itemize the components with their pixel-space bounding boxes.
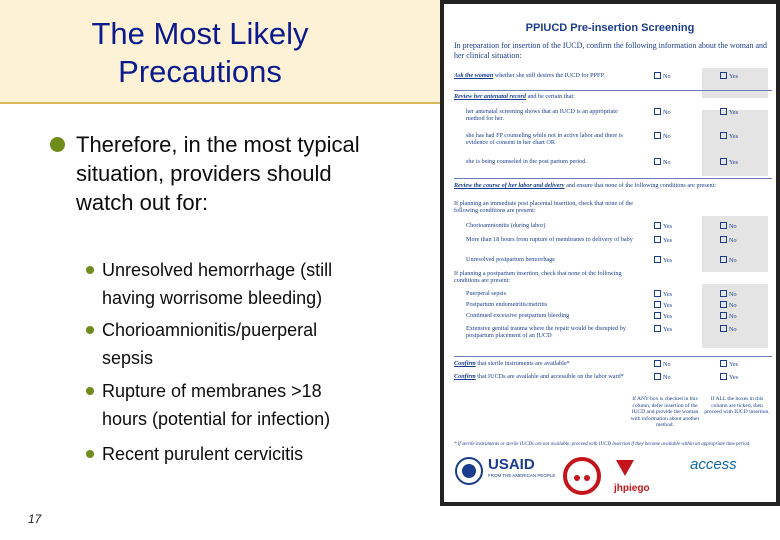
sub-bullet-line-2: sepsis	[102, 348, 154, 368]
sub-bullet-4	[80, 440, 380, 468]
checkbox-icon	[654, 108, 661, 115]
access-logo	[690, 456, 770, 496]
sub-bullet-line-1: Chorioamnionitis/puerperal	[102, 320, 318, 340]
checkbox-icon	[654, 158, 661, 165]
checkbox-icon	[654, 325, 661, 332]
sub-bullet-3	[80, 377, 380, 433]
checkbox-icon	[720, 360, 727, 367]
jhpiego-logo	[614, 456, 674, 496]
checkbox-icon	[654, 72, 661, 79]
checkbox-icon	[654, 256, 661, 263]
checkbox-icon	[720, 158, 727, 165]
bullet-dot-icon	[86, 387, 94, 395]
bullet-dot-icon	[86, 266, 94, 274]
note-any-box: If ANY box is checked in this column, defer insertion of the IUCD and provide the woman with information about another method.	[630, 396, 700, 429]
checkbox-icon	[654, 301, 661, 308]
bullet-dot-icon	[86, 326, 94, 334]
main-bullet	[50, 130, 380, 217]
checkbox-icon	[720, 108, 727, 115]
checkbox-icon	[654, 290, 661, 297]
form-intro: In preparation for insertion of the IUCD, confirm the following information about the woman and her clinical situation:	[454, 41, 768, 60]
sub-bullet-line-2: hours (potential for infection)	[102, 409, 331, 429]
form-title: PPIUCD Pre-insertion Screening	[525, 22, 695, 34]
checkbox-icon	[654, 236, 661, 243]
slide-title-line-1: The Most Likely	[91, 16, 309, 51]
checkbox-icon	[720, 373, 727, 380]
form-divider	[454, 90, 772, 91]
ring-logo	[562, 456, 608, 496]
checkbox-icon	[654, 360, 661, 367]
main-bullet-text: Therefore, in the most typical situation, providers should watch out for:	[76, 132, 360, 215]
bullet-dot-icon	[50, 137, 65, 152]
jhpiego-logo-text: jhpiego	[614, 483, 650, 494]
slide-title-line-2: Precautions	[118, 54, 282, 89]
sub-bullet-1	[80, 256, 380, 312]
checkbox-icon	[654, 222, 661, 229]
sub-bullet-2	[80, 316, 380, 372]
checkbox-icon	[720, 312, 727, 319]
usaid-logo-text: USAID	[488, 456, 535, 473]
form-divider	[454, 178, 772, 179]
checkbox-icon	[720, 290, 727, 297]
checkbox-icon	[720, 132, 727, 139]
access-logo-text: access	[690, 456, 737, 473]
seal-logo	[454, 456, 484, 496]
bullet-dot-icon	[86, 450, 94, 458]
checkbox-icon	[720, 222, 727, 229]
checkbox-icon	[654, 132, 661, 139]
usaid-logo	[488, 456, 558, 496]
checkbox-icon	[654, 312, 661, 319]
sub-bullet-line-1: Unresolved hemorrhage (still	[102, 260, 333, 280]
sub-bullet-line-1: Rupture of membranes >18	[102, 381, 322, 401]
checkbox-icon	[720, 72, 727, 79]
usaid-logo-subtitle: FROM THE AMERICAN PEOPLE	[488, 473, 556, 478]
title-band	[0, 0, 440, 104]
slide-title	[0, 15, 400, 91]
checkbox-icon	[720, 256, 727, 263]
screening-form: PPIUCD Pre-insertion Screening In preparation for insertion of the IUCD, confirm the following information about the woman and her clinical situation: Ask the woman whether she still desires the IUCD for PPFP. No Yes Review her antenatal record and be certain that: her antenatal screening shows that an IUCD is an appropriate method for her. No Yes she has had FP counseling while not in active labor and there is evidence of consent in her chart OR No Yes she is being counseled in the post partum period. No Yes Review the course of her labor and delivery and ensure that none of the following conditions are present: If planning an immediate post placental insertion, check that none of the following conditions are present: Chorioamnionitis (during labor) Yes No More than 18 hours from rupture of membranes to delivery of baby Yes No Unresolved postpartum hemorrhage Yes No If planning a postpartum insertion, check that none of the following conditions are present: Puerperal sepsis Yes No Postpartum endometritis/metritis Yes No Continued excessive postpartum bleeding Yes No Extensive genital trauma where the repair would be disrupted by postpartum placement of an IUCD Yes No Confirm that sterile instruments are available* No Yes Confirm that IUCDs are available and accessible on the labor ward* No Yes If ANY box is checked in this column, defer insertion of the IUCD and provide the woman with information about another method. If ALL the boxes in this column are ticked, then proceed with IUCD insertion. * If sterile instruments or sterile IUCDs are not available, proceed with IUCD insertion if they become available within an appropriate time period. USAID FROM THE AMERICAN PEOPLE jhpiego access	[440, 0, 780, 506]
note-all-boxes: If ALL the boxes in this column are ticked, then proceed with IUCD insertion.	[704, 396, 770, 416]
sub-bullet-line-1: Recent purulent cervicitis	[102, 444, 304, 464]
form-divider	[454, 356, 772, 357]
checkbox-icon	[720, 325, 727, 332]
checkbox-icon	[654, 373, 661, 380]
partner-logos	[454, 456, 772, 500]
checkbox-icon	[720, 236, 727, 243]
checkbox-icon	[720, 301, 727, 308]
page-number: 17	[28, 512, 42, 526]
form-footnote: * If sterile instruments or sterile IUCDs are not available, proceed with IUCD insertion if they become available within an appropriate time period.	[454, 442, 751, 447]
sub-bullet-line-2: having worrisome bleeding)	[102, 288, 323, 308]
